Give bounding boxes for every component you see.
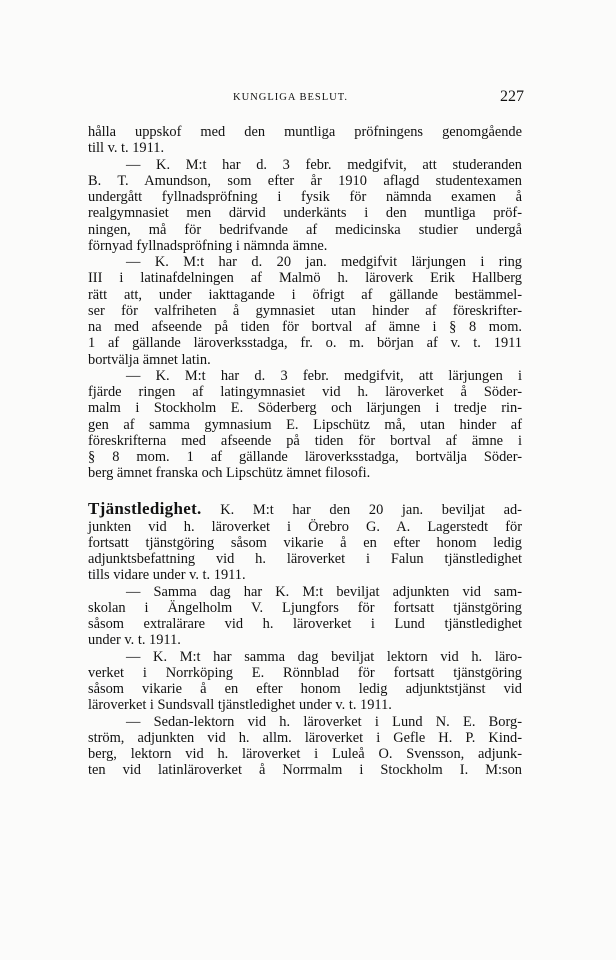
text-line: fortsatt tjänstgöring såsom vikarie å en efter honom ledig xyxy=(88,534,522,551)
page-body xyxy=(88,124,522,779)
text-line: föreskrifterna med afseende på tiden för bortval af ämne i xyxy=(88,432,522,449)
text-line: III i latinafdelningen af Malmö h. läroverk Erik Hallberg xyxy=(88,270,522,287)
page-number: 227 xyxy=(500,88,524,105)
text-line: tills vidare under v. t. 1911. xyxy=(88,567,246,584)
text-line: hålla uppskof med den muntliga pröfningens genomgående xyxy=(88,124,522,140)
section-first-line-rest: K. M:t har den 20 jan. beviljat ad- xyxy=(220,501,522,518)
text-line: ser för valfriheten å gymnasiet utan hinder af föreskrifter- xyxy=(88,302,522,319)
text-line: § 8 mom. 1 af gällande läroverksstadga, bortvälja Söder- xyxy=(88,449,522,465)
text-line: — Sedan-lektorn vid h. läroverket i Lund N. E. Borg- xyxy=(126,713,522,730)
section-heading: Tjänstledighet. xyxy=(88,498,202,518)
text-line: verket i Norrköping E. Rönnblad för fortsatt tjänstgöring xyxy=(88,664,522,681)
text-line: undergått fyllnadspröfning i fysik för nämnda examen å xyxy=(88,189,522,205)
text-line: junkten vid h. läroverket i Örebro G. A. Lagerstedt för xyxy=(88,518,522,535)
text-line: B. T. Amundson, som efter år 1910 aflagd studentexamen xyxy=(88,172,522,189)
text-line: läroverket i Sundsvall tjänstledighet under v. t. 1911. xyxy=(88,697,392,714)
text-line: rätt att, under iakttagande i öfrigt af gällande bestämmel- xyxy=(88,286,522,303)
text-line: malm i Stockholm E. Söderberg och lärjungen i tredje rin- xyxy=(88,400,522,417)
text-line: — K. M:t har d. 3 febr. medgifvit, att lärjungen i xyxy=(126,367,522,384)
text-line: berg ämnet franska och Lipschütz ämnet filosofi. xyxy=(88,465,371,482)
text-line: realgymnasiet men därvid underkänts i den muntliga pröf- xyxy=(88,205,522,222)
text-line: — K. M:t har d. 3 febr. medgifvit, att studeranden xyxy=(126,156,522,173)
text-line: ningen, må för bedrifvande af medicinska studier undergå xyxy=(88,221,522,238)
text-line: under v. t. 1911. xyxy=(88,632,181,649)
text-line: skolan i Ängelholm V. Ljungfors för fortsatt tjänstgöring xyxy=(88,599,522,616)
text-line: ström, adjunkten vid h. allm. läroverket i Gefle H. P. Kind- xyxy=(88,729,522,746)
text-line: adjunktsbefattning vid h. läroverket i Falun tjänstledighet xyxy=(88,551,522,567)
text-line: — K. M:t har samma dag beviljat lektorn vid h. läro- xyxy=(126,648,522,665)
text-line: förnyad fyllnadspröfning i nämnda ämne. xyxy=(88,237,328,254)
text-line: berg, lektorn vid h. läroverket i Luleå O. Svensson, adjunk- xyxy=(88,746,522,762)
text-line: — Samma dag har K. M:t beviljat adjunkten vid sam- xyxy=(126,583,522,600)
section-first-line xyxy=(88,500,522,519)
text-line: fjärde ringen af latingymnasiet vid h. läroverket å Söder- xyxy=(88,384,522,400)
running-title: KUNGLIGA BESLUT. xyxy=(233,92,348,103)
text-line: bortvälja ämnet latin. xyxy=(88,351,211,368)
text-line: till v. t. 1911. xyxy=(88,140,165,157)
text-line: såsom extralärare vid h. läroverket i Lund tjänstledighet xyxy=(88,616,522,632)
text-line: gen af samma gymnasium E. Lipschütz må, utan hinder af xyxy=(88,416,522,433)
section-gap xyxy=(88,482,522,500)
text-line: ten vid latinläroverket å Norrmalm i Stockholm I. M:son xyxy=(88,762,522,779)
text-line: na med afseende på tiden för bortval af ämne i § 8 mom. xyxy=(88,319,522,335)
text-line: såsom vikarie å en efter honom ledig adjunktstjänst vid xyxy=(88,681,522,697)
page-header xyxy=(88,88,524,112)
text-line: 1 af gällande läroverksstadga, fr. o. m. början af v. t. 1911 xyxy=(88,335,522,352)
text-line: — K. M:t har d. 20 jan. medgifvit lärjungen i ring xyxy=(126,254,522,270)
